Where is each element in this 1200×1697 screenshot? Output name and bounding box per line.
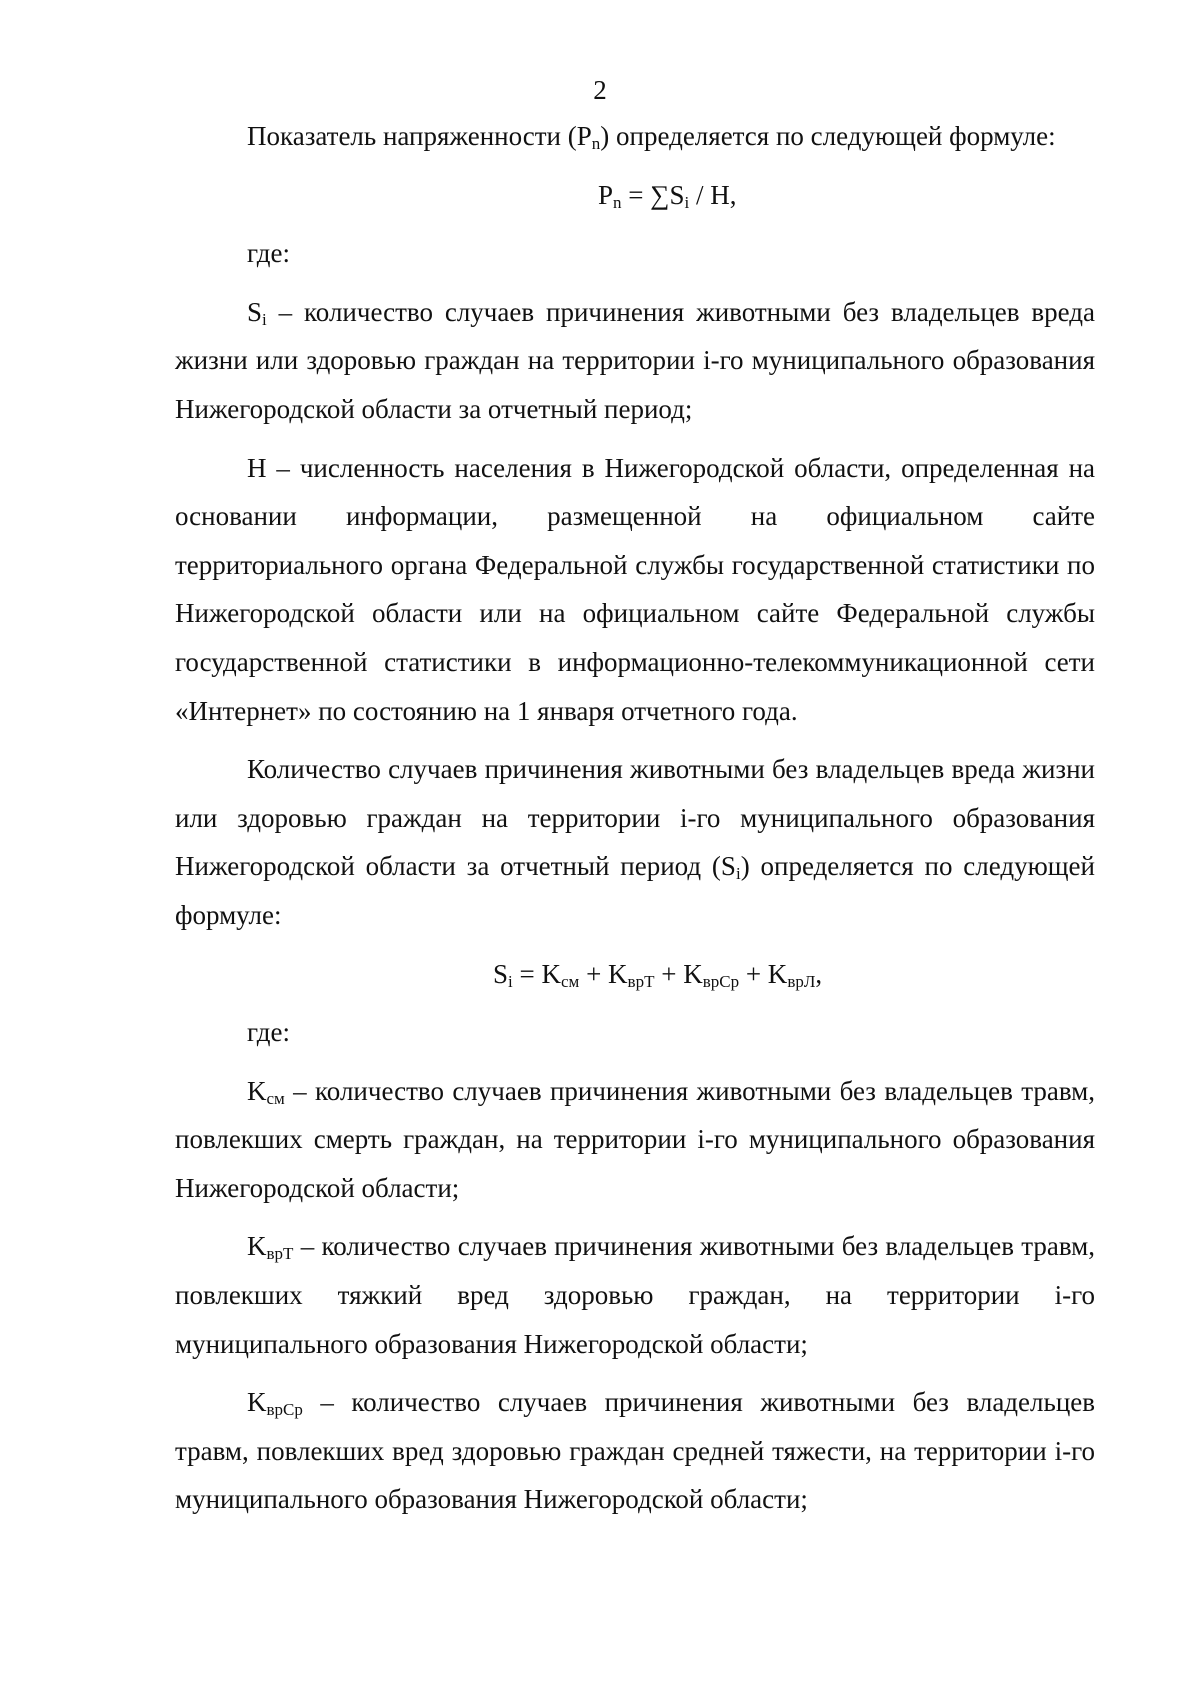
definition-si — [175, 288, 1095, 434]
definition-kvrt-symbol-sub: врТ — [266, 1244, 294, 1264]
formula-si-plus1: + K — [579, 958, 628, 989]
formula-si-plus3: + K — [739, 958, 788, 989]
count-intro-text: Количество случаев причинения животными без владельцев вреда жизни или здоровью граждан на территории i-го муниципального образования Нижегородской области за отчетный период (S — [175, 754, 1095, 882]
definition-h — [175, 444, 1095, 736]
formula-pn-left: P — [598, 179, 614, 210]
spacer — [175, 1057, 1095, 1067]
definition-ksm — [175, 1067, 1095, 1213]
definition-kvrsr — [175, 1378, 1095, 1524]
spacer — [175, 940, 1095, 950]
definition-si-symbol: S — [247, 296, 263, 327]
count-intro-paragraph — [175, 745, 1095, 939]
spacer — [175, 161, 1095, 171]
formula-si-s: S — [493, 958, 509, 989]
intro-subscript: n — [591, 134, 601, 153]
intro-text: Показатель напряженности (P — [247, 121, 592, 151]
definition-kvrsr-symbol-sub: врСр — [266, 1400, 303, 1420]
formula-si-k2-sub: врТ — [627, 971, 655, 991]
intro-text-after: ) определяется по следующей формуле: — [600, 121, 1056, 151]
definition-kvrt-text: – количество случаев причинения животными без владельцев травм, повлекших тяжкий вред здоровью граждан, на территории i-го муниципального образования Нижегородской области; — [175, 1231, 1095, 1359]
definition-si-symbol-sub: i — [262, 309, 267, 329]
definition-kvrt-symbol: K — [247, 1231, 267, 1262]
formula-si-s-sub: i — [508, 971, 513, 991]
formula-si-k1-sub: см — [561, 971, 580, 991]
formula-si-k4-sub: врЛ — [787, 971, 816, 991]
spacer — [175, 434, 1095, 444]
definition-ksm-text: – количество случаев причинения животными без владельцев травм, повлекших смерть граждан, на территории i-го муниципального образования Нижегородской области; — [175, 1075, 1095, 1203]
intro-paragraph — [175, 112, 1095, 161]
definition-ksm-symbol-sub: см — [266, 1088, 285, 1108]
definition-h-text: H – численность населения в Нижегородской области, определенная на основании информации, размещенной на официальном сайте территориального органа Федеральной службы государственной статистики по Нижегородской области или на официальном сайте Федеральной службы государственной статистики в информационно-телекоммуникационной сети «Интернет» по состоянию на 1 января отчетного года. — [175, 452, 1095, 726]
definition-kvrsr-symbol: K — [247, 1387, 267, 1418]
definition-kvrsr-text: – количество случаев причинения животными без владельцев травм, повлекших вред здоровью граждан средней тяжести, на территории i-го муниципального образования Нижегородской области; — [175, 1387, 1095, 1515]
spacer — [175, 735, 1095, 745]
formula-si-end: , — [815, 958, 823, 989]
document-body — [175, 112, 1095, 1524]
spacer — [175, 998, 1095, 1008]
definition-kvrt — [175, 1222, 1095, 1368]
page-number: 2 — [593, 75, 607, 105]
formula-pn-rest-sub: i — [684, 192, 690, 212]
spacer — [175, 278, 1095, 288]
spacer — [175, 219, 1095, 229]
formula-si-k3-sub: врСр — [702, 971, 740, 991]
formula-si-eq: = K — [512, 958, 561, 989]
spacer — [175, 1368, 1095, 1378]
formula-pn-left-sub: n — [613, 192, 622, 212]
formula-pn-end: / H, — [689, 179, 737, 210]
formula-si-plus2: + K — [654, 958, 703, 989]
formula-pn — [175, 171, 1095, 220]
where-label-1: где: — [247, 238, 290, 269]
formula-si — [175, 950, 1095, 999]
formula-pn-rest: = ∑S — [621, 179, 685, 210]
count-intro-text-after: ) определяется по следующей формуле: — [175, 851, 1095, 930]
definition-ksm-symbol: K — [247, 1075, 267, 1106]
where-label-2: где: — [247, 1017, 290, 1048]
count-intro-subscript: i — [735, 864, 741, 884]
spacer — [175, 1212, 1095, 1222]
definition-si-text: – количество случаев причинения животными без владельцев вреда жизни или здоровью граждан на территории i-го муниципального образования Нижегородской области за отчетный период; — [175, 296, 1095, 424]
